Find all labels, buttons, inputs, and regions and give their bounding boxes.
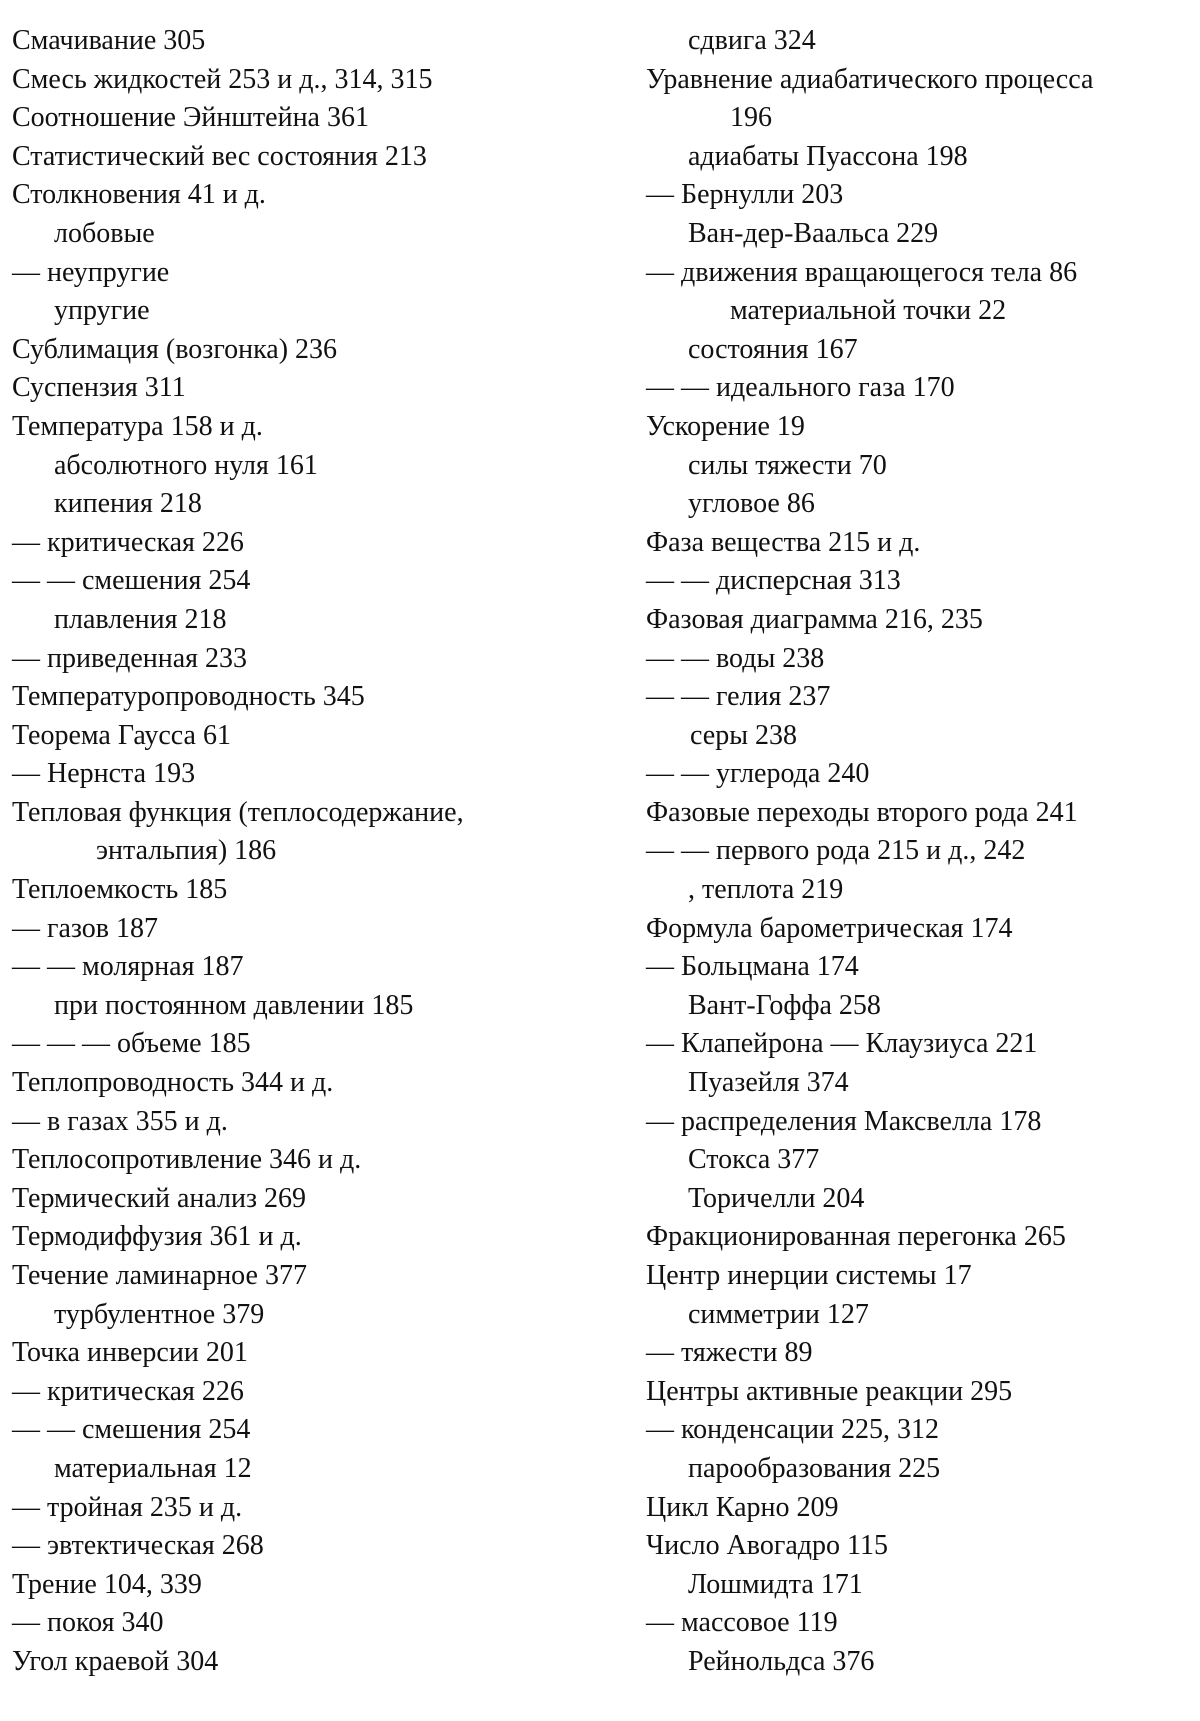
index-entry: — критическая 226 (12, 1375, 244, 1407)
index-entry: — — молярная 187 (12, 951, 244, 983)
index-entry: — Бернулли 203 (646, 179, 844, 211)
index-entry: — приведенная 233 (12, 642, 248, 674)
index-entry: парообразования 225 (688, 1452, 941, 1484)
index-entry: — — смешения 254 (12, 565, 251, 597)
index-entry: Температуропроводность 345 (12, 681, 365, 713)
index-entry: — распределения Максвелла 178 (646, 1105, 1042, 1137)
index-entry: Фракционированная перегонка 265 (646, 1221, 1066, 1253)
index-entry: Вант-Гоффа 258 (688, 989, 881, 1021)
index-entry: Столкновения 41 и д. (12, 179, 266, 211)
index-entry: Смесь жидкостей 253 и д., 314, 315 (12, 63, 433, 95)
index-entry: Фаза вещества 215 и д. (646, 526, 921, 558)
index-entry: Пуазейля 374 (688, 1067, 849, 1099)
index-entry: — — воды 238 (646, 642, 825, 674)
index-entry: Теплоемкость 185 (12, 874, 228, 906)
index-entry: плавления 218 (54, 603, 227, 635)
index-entry: — газов 187 (12, 912, 159, 944)
index-entry: , теплота 219 (688, 874, 844, 906)
index-entry: — конденсации 225, 312 (646, 1414, 939, 1446)
index-entry: силы тяжести 70 (688, 449, 887, 481)
index-entry: — — дисперсная 313 (646, 565, 901, 597)
index-entry: — в газах 355 и д. (12, 1105, 228, 1137)
index-entry: Термодиффузия 361 и д. (12, 1221, 302, 1253)
index-entry: — критическая 226 (12, 526, 244, 558)
index-entry: — неупругие (12, 256, 170, 288)
index-entry: Число Авогадро 115 (646, 1530, 888, 1562)
index-entry: — — первого рода 215 и д., 242 (646, 835, 1026, 867)
index-entry: серы 238 (690, 719, 798, 751)
index-entry: Центры активные реакции 295 (646, 1375, 1013, 1407)
index-entry: — — гелия 237 (646, 681, 831, 713)
index-entry: кипения 218 (54, 488, 202, 520)
index-entry: — тяжести 89 (646, 1337, 813, 1369)
index-entry: Течение ламинарное 377 (12, 1260, 307, 1291)
index-entry: Лошмидта 171 (688, 1568, 863, 1600)
index-entry: — Больцмана 174 (646, 951, 859, 983)
index-entry: — эвтектическая 268 (12, 1530, 264, 1562)
index-entry: — покоя 340 (12, 1607, 164, 1639)
index-entry: сдвига 324 (688, 25, 816, 56)
index-entry: — — идеального газа 170 (646, 372, 955, 404)
index-entry: — — — объеме 185 (12, 1028, 251, 1060)
index-entry: при постоянном давлении 185 (54, 989, 414, 1021)
index-entry: Угол краевой 304 (12, 1645, 219, 1677)
index-entry: Центр инерции системы 17 (646, 1260, 972, 1291)
index-entry: — Клапейрона — Клаузиуса 221 (646, 1028, 1038, 1060)
index-entry: Ускорение 19 (646, 410, 805, 442)
index-entry: упругие (54, 295, 150, 327)
index-entry: Точка инверсии 201 (12, 1337, 248, 1369)
index-entry: Фазовая диаграмма 216, 235 (646, 603, 983, 635)
index-entry: угловое 86 (688, 488, 815, 520)
index-entry: Рейнольдса 376 (688, 1645, 875, 1677)
index-entry: 196 (730, 102, 772, 134)
index-entry: состояния 167 (688, 333, 858, 365)
index-entry: Теплопроводность 344 и д. (12, 1067, 334, 1099)
index-entry: материальной точки 22 (730, 295, 1007, 327)
index-entry: — тройная 235 и д. (12, 1491, 243, 1523)
index-entry: Смачивание 305 (12, 25, 206, 56)
index-entry: Торичелли 204 (688, 1182, 865, 1214)
index-entry: турбулентное 379 (54, 1298, 265, 1330)
index-entry: Цикл Карно 209 (646, 1491, 839, 1523)
index-entry: Температура 158 и д. (12, 410, 263, 442)
index-entry: Соотношение Эйнштейна 361 (12, 102, 369, 134)
index-entry: — — смешения 254 (12, 1414, 251, 1446)
index-entry: симметрии 127 (688, 1298, 869, 1330)
index-entry: — массовое 119 (646, 1607, 838, 1639)
index-entry: Статистический вес состояния 213 (12, 140, 427, 172)
index-entry: абсолютного нуля 161 (54, 449, 318, 481)
index-entry: Тепловая функция (теплосодержание, (12, 796, 464, 828)
index-entry: энтальпия) 186 (96, 835, 277, 867)
index-entry: материальная 12 (54, 1452, 252, 1484)
index-column-left (12, 22, 612, 1682)
index-entry: лобовые (54, 217, 155, 249)
index-entry: Формула барометрическая 174 (646, 912, 1013, 944)
index-entry: — — углерода 240 (646, 758, 870, 790)
index-entry: — движения вращающегося тела 86 (646, 256, 1078, 288)
index-entry: адиабаты Пуассона 198 (688, 140, 968, 172)
index-entry: Фазовые переходы второго рода 241 (646, 796, 1078, 828)
index-entry: Уравнение адиабатического процесса (646, 63, 1094, 95)
index-entry: Теорема Гаусса 61 (12, 719, 231, 751)
index-column-right (646, 22, 1194, 1682)
index-entry: — Нернста 193 (12, 758, 196, 790)
index-entry: Теплосопротивление 346 и д. (12, 1144, 362, 1176)
index-entry: Трение 104, 339 (12, 1568, 202, 1600)
index-entry: Суспензия 311 (12, 372, 186, 404)
index-entry: Сублимация (возгонка) 236 (12, 333, 338, 365)
index-entry: Ван-дер-Ваальса 229 (688, 217, 939, 249)
index-entry: Стокса 377 (688, 1144, 820, 1176)
index-entry: Термический анализ 269 (12, 1182, 307, 1214)
